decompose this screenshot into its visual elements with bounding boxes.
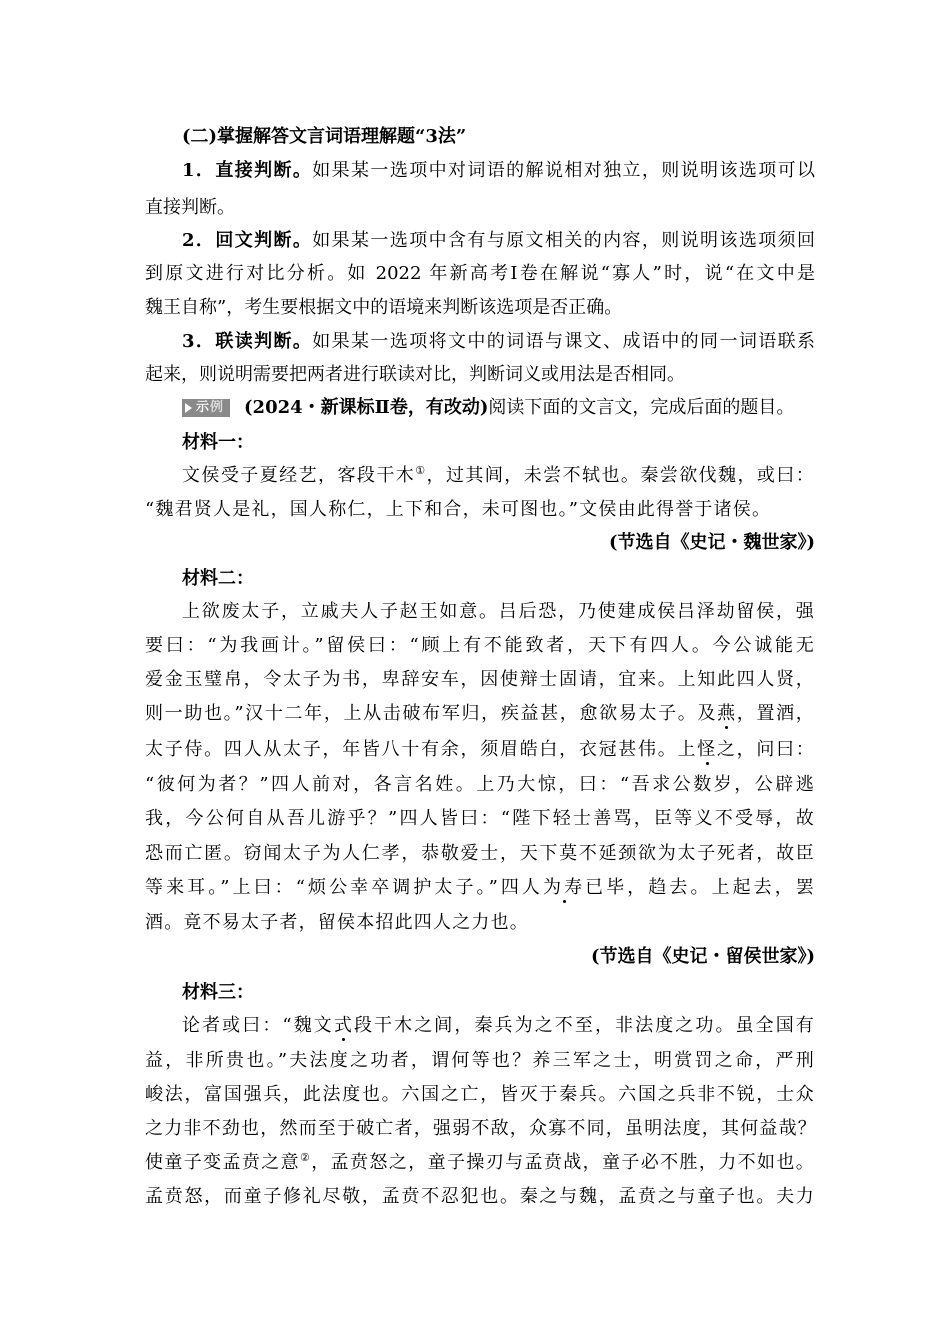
material-3-line-5-b: ，孟贲怒之，童子操刃与孟贲战，童子必不胜，力不如也。 xyxy=(311,1152,815,1173)
material-2-line-1: 上欲废太子，立戚夫人子赵王如意。吕后恐，乃使建成侯吕泽劫留侯，强 xyxy=(182,601,815,622)
material-3-line-1-a: 论者或曰：“魏文 xyxy=(182,1015,334,1036)
method-3-line-2: 起来，则说明需要把两者进行联读对比，判断词义或用法是否相同。 xyxy=(145,364,685,385)
example-line xyxy=(182,396,815,420)
method-1-line-2: 直接判断。 xyxy=(145,197,235,218)
material-3-line-5-a: 使童子变孟贲之意 xyxy=(145,1152,301,1173)
dotted-word-weishou: 为寿 xyxy=(543,877,586,898)
example-badge-text-2: 例 xyxy=(210,400,225,415)
material-3-line-5 xyxy=(145,1151,815,1175)
example-source: (2024・新课标Ⅱ卷，有改动) xyxy=(244,397,489,418)
material-2-line-8: 恐而亡匿。窃闻太子为人仁孝，恭敬爱士，天下莫不延颈欲为太子死者，故臣 xyxy=(145,843,815,864)
material-1-text-b: ，过其闾，未尝不轼也。秦尝欲伐魏，或曰： xyxy=(426,465,816,486)
note-1-marker: ① xyxy=(415,464,427,477)
method-2-line-1 xyxy=(182,229,815,253)
method-1-number: 1． xyxy=(182,160,216,181)
material-1-heading: 材料一： xyxy=(182,432,254,453)
material-1-line-1 xyxy=(182,464,815,488)
material-2-line-10: 酒。竟不易太子者，留侯本招此四人之力也。 xyxy=(145,912,529,933)
method-2-number: 2． xyxy=(182,230,216,251)
method-2-name: 回文判断。 xyxy=(215,230,313,251)
example-badge xyxy=(182,394,230,418)
method-1-text: 如果某一选项中对词语的解说相对独立，则说明该选项可以 xyxy=(312,160,816,181)
material-2-line-4-a: 则一助也。”汉十二年，上从击破布军归，疾益甚，愈欲易太子。及 xyxy=(145,703,718,724)
example-badge-box xyxy=(182,399,230,417)
example-badge-text-1: 示 xyxy=(196,400,211,415)
note-2-marker: ② xyxy=(300,1151,312,1164)
material-2-line-4 xyxy=(145,702,815,726)
material-2-line-5 xyxy=(145,738,815,762)
method-3-line-1 xyxy=(182,330,815,354)
section-heading: (二)掌握解答文言词语理解题“3法” xyxy=(182,126,467,147)
material-3-heading: 材料三： xyxy=(182,982,254,1003)
method-3-text: 如果某一选项将文中的词语与课文、成语中的同一词语联系 xyxy=(312,331,816,352)
material-2-line-4-b: ，置酒， xyxy=(736,703,815,724)
material-2-line-5-a: 太子侍。四人从太子，年皆八十有余，须眉皓白，衣冠甚伟。上 xyxy=(145,739,698,760)
method-2-line-2: 到原文进行对比分析。如 2022 年新高考Ⅰ卷在解说“寡人”时，说“在文中是 xyxy=(145,263,815,284)
example-instruction: 阅读下面的文言文，完成后面的题目。 xyxy=(488,397,795,418)
dotted-word-guai: 怪 xyxy=(697,739,717,760)
material-1-line-2: “魏君贤人是礼，国人称仁，上下和合，未可图也。”文侯由此得誉于诸侯。 xyxy=(145,499,772,520)
material-2-line-3: 爱金玉璧帛，令太子为书，卑辞安车，因使辩士固请，宜来。上知此四人贤， xyxy=(145,669,815,690)
method-1-name: 直接判断。 xyxy=(215,160,313,181)
material-2-line-9-b: 已毕，趋去。上起去，罢 xyxy=(585,877,815,898)
material-1-text-a: 文侯受子夏经艺，客段干木 xyxy=(182,465,416,486)
material-2-line-7: 我，今公何自从吾儿游乎？”四人皆曰：“陛下轻士善骂，臣等义不受辱，故 xyxy=(145,808,815,829)
material-2-line-5-b: 之，问曰： xyxy=(716,739,816,760)
material-3-line-3: 峻法，富国强兵，此法度也。六国之亡，皆灭于秦兵。六国之兵非不锐，士众 xyxy=(145,1084,815,1105)
method-2-text: 如果某一选项中含有与原文相关的内容，则说明该选项须回 xyxy=(312,230,816,251)
method-3-number: 3． xyxy=(182,331,216,352)
material-2-line-2: 要曰：“为我画计。”留侯曰：“顾上有不能致者，天下有四人。今公诚能无 xyxy=(145,635,815,656)
dotted-word-yan: 燕 xyxy=(717,703,737,724)
method-3-name: 联读判断。 xyxy=(215,331,313,352)
material-3-line-1 xyxy=(182,1014,815,1038)
dotted-word-shi: 式 xyxy=(333,1015,354,1036)
material-2-source: (节选自《史记・留侯世家》) xyxy=(590,946,815,967)
material-3-line-6: 孟贲怒，而童子修礼尽敬，孟贲不忍犯也。秦之与魏，孟贲之与童子也。夫力 xyxy=(145,1186,815,1207)
method-2-line-3: 魏王自称”，考生要根据文中的语境来判断该选项是否正确。 xyxy=(145,297,623,318)
material-3-line-1-b: 段干木之闾，秦兵为之不至，非法度之功。虽全国有 xyxy=(353,1015,815,1036)
material-2-heading: 材料二： xyxy=(182,568,254,589)
material-2-line-6: “彼何为者？”四人前对，各言名姓。上乃大惊，曰：“吾求公数岁，公辟逃 xyxy=(145,774,815,795)
material-3-line-4: 之力非不劲也，然而至于破亡者，强弱不敌，众寡不同，虽明法度，其何益哉？ xyxy=(145,1118,817,1139)
material-2-line-9 xyxy=(145,876,815,900)
material-2-line-9-a: 等来耳。”上曰：“烦公幸卒调护太子。”四人 xyxy=(145,877,543,898)
material-1-source: (节选自《史记・魏世家》) xyxy=(608,532,815,553)
method-1-line-1 xyxy=(182,159,815,183)
material-3-line-2: 益，非所贵也。”夫法度之功者，谓何等也？养三军之士，明赏罚之命，严刑 xyxy=(145,1050,815,1071)
